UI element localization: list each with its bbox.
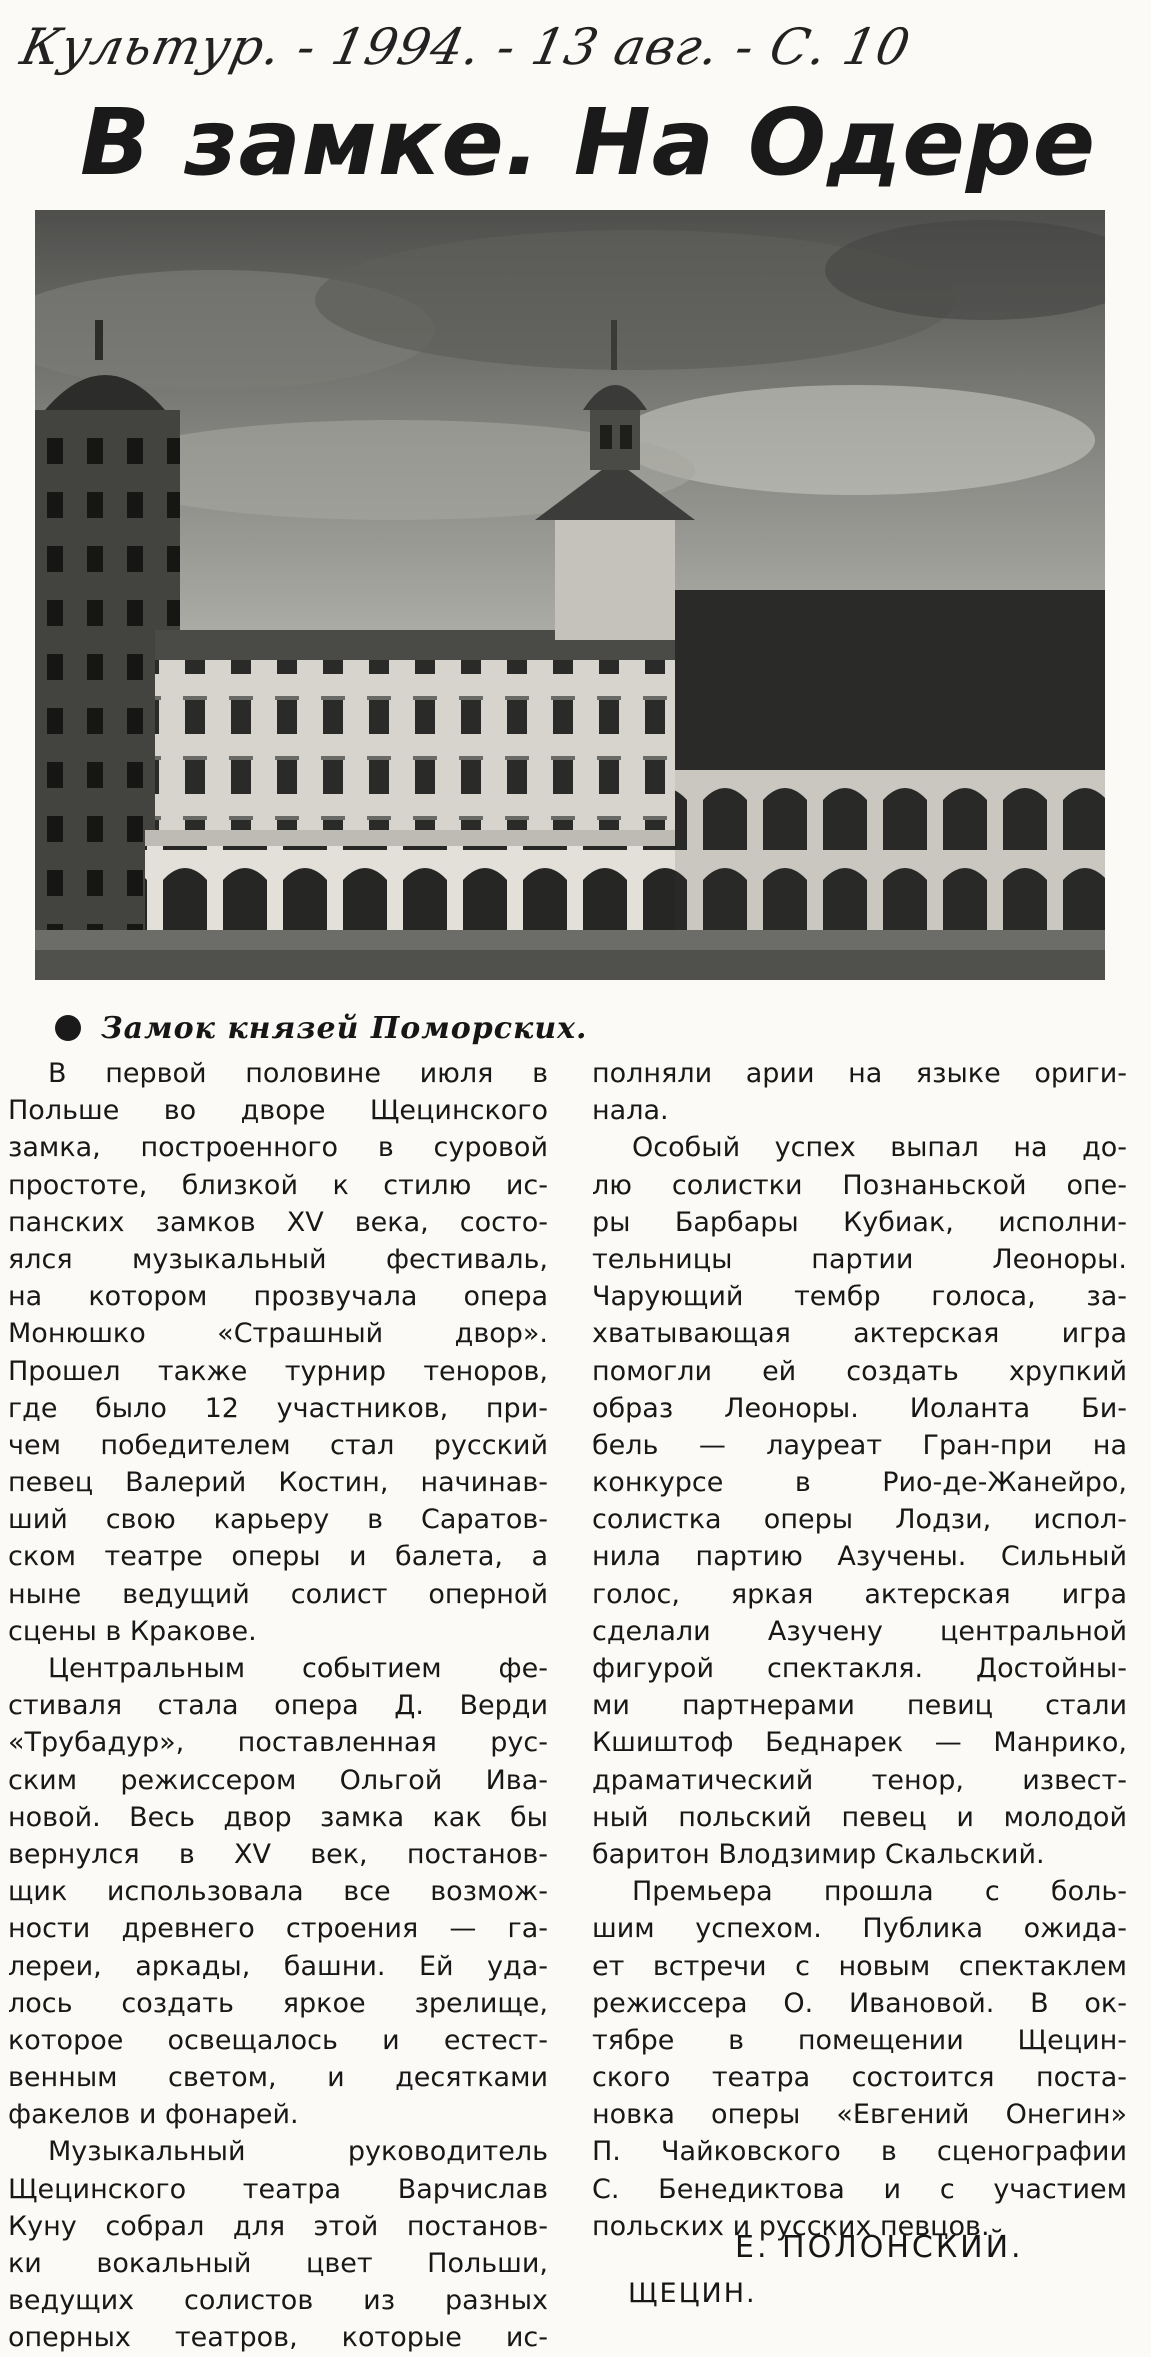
text-line: ший свою карьеру в Саратов-: [8, 1504, 548, 1536]
text-line: ный польский певец и молодой: [592, 1801, 1127, 1833]
text-line: ности древнего строения — га-: [8, 1913, 548, 1945]
text-line: ры Барбары Кубиак, исполни-: [592, 1206, 1127, 1238]
text-line: факелов и фонарей.: [8, 2099, 299, 2131]
text-line: шим успехом. Публика ожида-: [592, 1913, 1127, 1945]
article-column-right: [592, 1055, 1127, 2245]
text-line: помогли ей создать хрупкий: [592, 1355, 1127, 1387]
text-line: ет встречи с новым спектаклем: [592, 1950, 1127, 1982]
text-line: новой. Весь двор замка как бы: [8, 1801, 548, 1833]
castle-photo-illustration: [35, 210, 1105, 980]
text-line: оперных театров, которые ис-: [8, 2322, 548, 2354]
text-line: лереи, аркады, башни. Ей уда-: [8, 1950, 548, 1982]
photo-caption: [55, 1005, 855, 1051]
text-line: ского театра состоится поста-: [592, 2062, 1127, 2094]
text-line: хватывающая актерская игра: [592, 1318, 1127, 1350]
text-line: баритон Влодзимир Скальский.: [592, 1838, 1045, 1870]
text-line: тельницы партии Леоноры.: [592, 1243, 1127, 1275]
text-line: певец Валерий Костин, начинав-: [8, 1467, 548, 1499]
dateline: ЩЕЦИН.: [628, 2278, 757, 2309]
text-line: нала.: [592, 1095, 669, 1127]
text-line: ским режиссером Ольгой Ива-: [8, 1764, 548, 1796]
article-column-left: [8, 1055, 548, 2357]
text-line: Кшиштоф Беднарек — Манрико,: [592, 1727, 1127, 1759]
text-line: лось создать яркое зрелище,: [8, 1987, 548, 2019]
text-line: панских замков XV века, состо-: [8, 1206, 548, 1238]
text-line: вернулся в XV век, постанов-: [8, 1838, 548, 1870]
text-line: конкурсе в Рио-де-Жанейро,: [592, 1467, 1127, 1499]
text-line: Премьера прошла с боль-: [632, 1876, 1127, 1908]
text-line: Чарующий тембр голоса, за-: [592, 1281, 1127, 1313]
handwritten-source-note: [15, 18, 916, 98]
text-line: голос, яркая актерская игра: [592, 1578, 1127, 1610]
text-line: «Трубадур», поставленная рус-: [8, 1727, 548, 1759]
text-line: драматический тенор, извест-: [592, 1764, 1127, 1796]
handwritten-note-text: Культур. - 1994. - 13 авг. - С. 10: [15, 18, 916, 76]
text-line: ки вокальный цвет Польши,: [8, 2248, 548, 2279]
text-line: простоте, близкой к стилю ис-: [8, 1169, 548, 1201]
text-line: где было 12 участников, при-: [8, 1392, 548, 1424]
text-line: стиваля стала опера Д. Верди: [8, 1690, 548, 1722]
text-line: польских и русских певцов.: [592, 2210, 990, 2242]
text-line: ском театре оперы и балета, а: [8, 1541, 548, 1573]
text-line: щик использовала все возмож-: [8, 1876, 548, 1908]
text-line: ми партнерами певиц стали: [592, 1690, 1127, 1722]
author-byline: Е. ПОЛОНСКИЙ.: [735, 2230, 1024, 2265]
text-line: ныне ведущий солист оперной: [8, 1578, 548, 1610]
text-line: фигурой спектакля. Достойны-: [592, 1653, 1127, 1684]
text-line: В первой половине июля в: [48, 1058, 548, 1089]
text-line: Особый успех выпал на до-: [632, 1132, 1127, 1164]
text-line: солистка оперы Лодзи, испол-: [592, 1504, 1127, 1536]
text-line: тябре в помещении Щецин-: [592, 2024, 1127, 2056]
photo-caption-text: Замок князей Поморских.: [101, 1010, 588, 1046]
text-line: сделали Азучену центральной: [592, 1615, 1127, 1647]
text-line: нила партию Азучены. Сильный: [592, 1541, 1127, 1573]
caption-bullet-icon: [55, 1015, 81, 1041]
text-line: чем победителем стал русский: [8, 1429, 548, 1461]
text-line: лю солистки Познаньской опе-: [592, 1169, 1127, 1201]
text-line: полняли арии на языке ориги-: [592, 1058, 1127, 1089]
text-line: Куну собрал для этой постанов-: [8, 2210, 548, 2242]
text-line: которое освещалось и естест-: [8, 2024, 548, 2056]
text-line: образ Леоноры. Иоланта Би-: [592, 1392, 1127, 1424]
text-line: Польше во дворе Щецинского: [8, 1095, 548, 1127]
castle-photo: [35, 210, 1105, 980]
text-line: П. Чайковского в сценографии: [592, 2136, 1127, 2168]
text-line: Прошел также турнир теноров,: [8, 1355, 548, 1387]
text-line: замка, построенного в суровой: [8, 1132, 548, 1164]
text-line: Монюшко «Страшный двор».: [8, 1318, 548, 1350]
text-line: ялся музыкальный фестиваль,: [8, 1243, 548, 1275]
text-line: новка оперы «Евгений Онегин»: [592, 2099, 1127, 2131]
text-line: Музыкальный руководитель: [48, 2136, 548, 2168]
text-line: венным светом, и десятками: [8, 2062, 548, 2094]
text-line: режиссера О. Ивановой. В ок-: [592, 1987, 1127, 2019]
text-line: сцены в Кракове.: [8, 1615, 257, 1647]
text-line: Щецинского театра Варчислав: [8, 2173, 548, 2205]
text-line: на котором прозвучала опера: [8, 1281, 548, 1313]
text-line: С. Бенедиктова и с участием: [592, 2173, 1127, 2205]
text-line: ведущих солистов из разных: [8, 2285, 548, 2317]
text-line: бель — лауреат Гран-при на: [592, 1429, 1127, 1461]
text-line: Центральным событием фе-: [48, 1653, 548, 1684]
article-headline: В замке. На Одере: [80, 89, 1096, 196]
